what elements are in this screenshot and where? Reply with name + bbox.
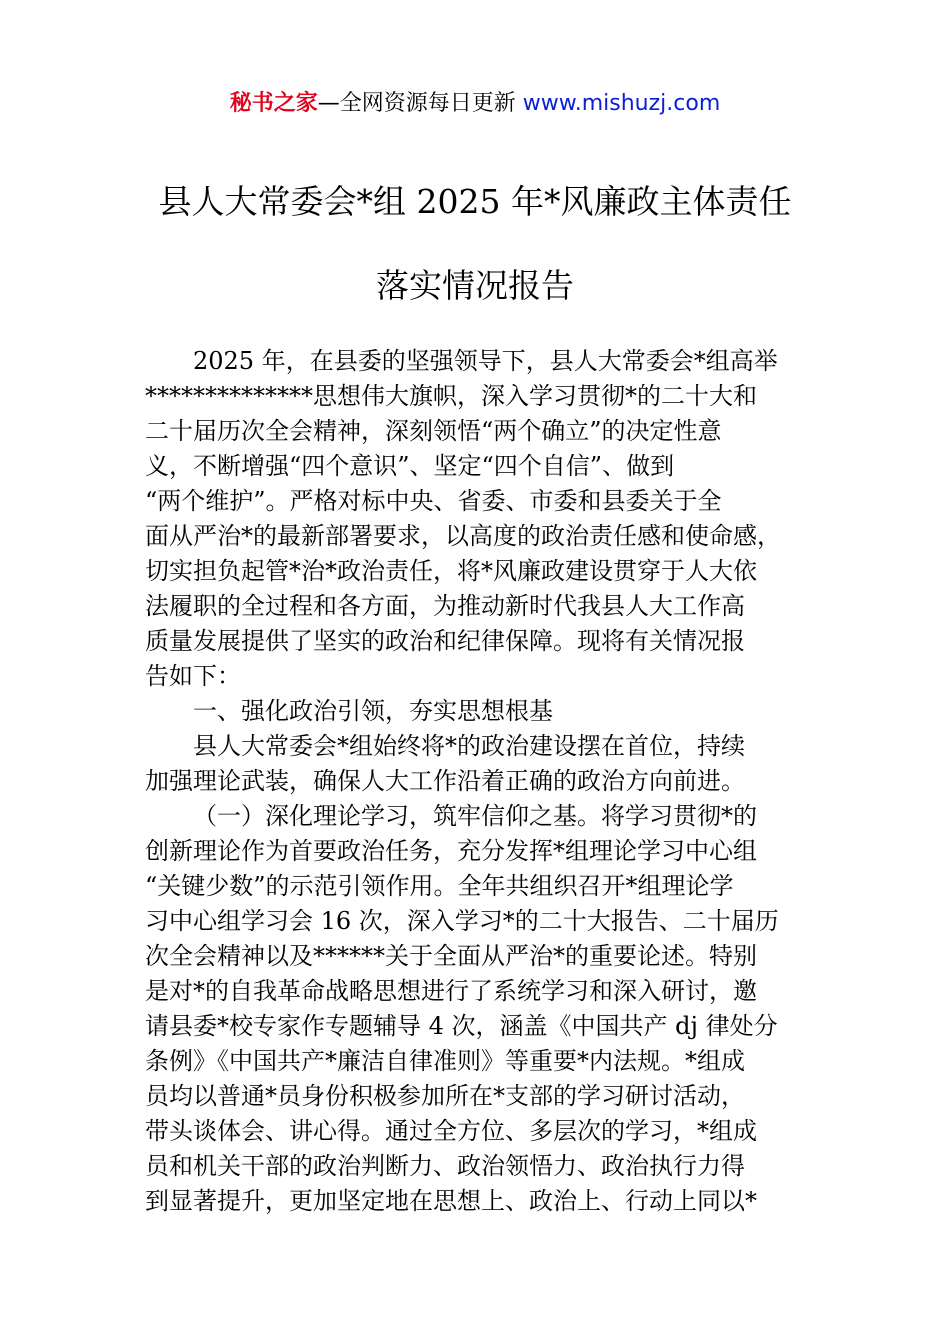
- body-line: 二十届历次全会精神，深刻领悟“两个确立”的决定性意: [145, 417, 722, 445]
- body-line: 条例》《中国共产*廉洁自律准则》等重要*内法规。*组成: [145, 1047, 745, 1075]
- body-line: 县人大常委会*组始终将*的政治建设摆在首位，持续: [193, 732, 745, 760]
- body-line: 告如下：: [145, 662, 241, 690]
- body-line: “两个维护”。严格对标中央、省委、市委和县委关于全: [145, 487, 722, 515]
- body-line: 加强理论武装，确保人大工作沿着正确的政治方向前进。: [145, 767, 745, 795]
- title-line-1: 县人大常委会*组 2025 年*风廉政主体责任: [158, 182, 792, 221]
- document-title: [100, 160, 850, 328]
- body-line: 员均以普通*员身份积极参加所在*支部的学习研讨活动，: [145, 1082, 745, 1110]
- body-line: 带头谈体会、讲心得。通过全方位、多层次的学习，*组成: [145, 1117, 757, 1145]
- body-line: 请县委*校专家作专题辅导 4 次，涵盖《中国共产 dj 律处分: [145, 1012, 778, 1040]
- body-line: 法履职的全过程和各方面，为推动新时代我县人大工作高: [145, 592, 745, 620]
- body-line: 面从严治*的最新部署要求，以高度的政治责任感和使命感，: [145, 522, 781, 550]
- body-line: 次全会精神以及******关于全面从严治*的重要论述。特别: [145, 942, 757, 970]
- document-body: [145, 344, 805, 1219]
- body-line: 创新理论作为首要政治任务，充分发挥*组理论学习中心组: [145, 837, 757, 865]
- body-line: 切实担负起管*治*政治责任，将*风廉政建设贯穿于人大依: [145, 557, 757, 585]
- section-heading: 一、强化政治引领，夯实思想根基: [193, 697, 553, 725]
- brand-name: 秘书之家: [229, 91, 318, 116]
- body-line: 到显著提升，更加坚定地在思想上、政治上、行动上同以*: [145, 1187, 757, 1215]
- site-url-link[interactable]: www.mishuzj.com: [522, 91, 721, 116]
- body-line: 习中心组学习会 16 次，深入学习*的二十大报告、二十届历: [145, 907, 779, 935]
- body-line: **************思想伟大旗帜，深入学习贯彻*的二十大和: [145, 382, 757, 410]
- body-line: 义，不断增强“四个意识”、坚定“四个自信”、做到: [145, 452, 675, 480]
- body-line: 员和机关干部的政治判断力、政治领悟力、政治执行力得: [145, 1152, 745, 1180]
- header-tagline: —全网资源每日更新: [317, 91, 523, 116]
- body-line: 是对*的自我革命战略思想进行了系统学习和深入研讨，邀: [145, 977, 757, 1005]
- body-line: 2025 年，在县委的坚强领导下，县人大常委会*组高举: [193, 347, 778, 375]
- title-line-2: 落实情况报告: [376, 266, 574, 305]
- site-header: [0, 88, 950, 120]
- body-line: 质量发展提供了坚实的政治和纪律保障。现将有关情况报: [145, 627, 745, 655]
- body-line: “关键少数”的示范引领作用。全年共组织召开*组理论学: [145, 872, 734, 900]
- subsection-heading: （一）深化理论学习，筑牢信仰之基。将学习贯彻*的: [193, 802, 757, 830]
